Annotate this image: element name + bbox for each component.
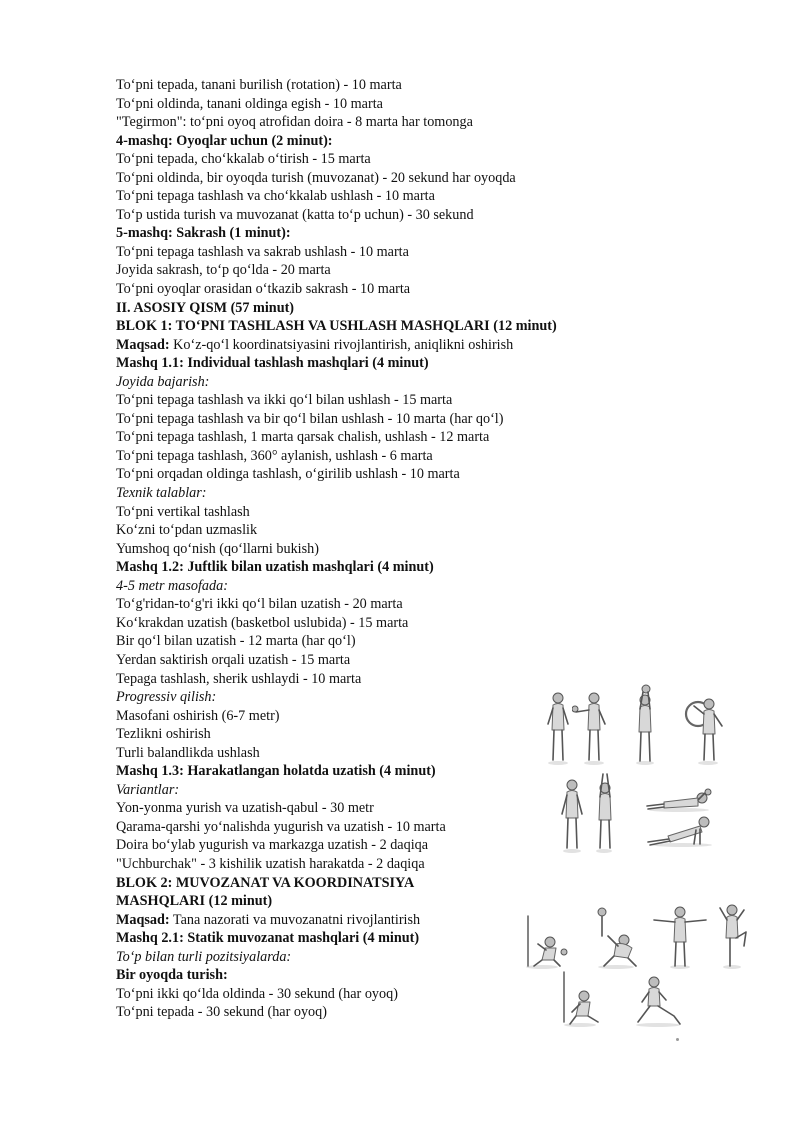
subheading-line: Variantlar:: [116, 781, 180, 798]
text-line: Tepaga tashlash, sherik ushlaydi - 10 marta: [116, 670, 362, 687]
heading-line: II. ASOSIY QISM (57 minut): [116, 299, 295, 316]
heading-line: 4-mashq: Oyoqlar uchun (2 minut):: [116, 132, 333, 149]
balance-figure-lunge-reach: [590, 906, 644, 970]
subheading-line: 4-5 metr masofada:: [116, 577, 228, 594]
goal-line: [116, 336, 636, 355]
heading-line: Mashq 2.1: Statik muvozanat mashqlari (4 minut): [116, 930, 420, 947]
text-line: Masofani oshirish (6-7 metr): [116, 707, 280, 724]
goal-label: Maqsad:: [116, 911, 170, 928]
text-line: To‘g'ridan-to‘g'ri ikki qo‘l bilan uzatish - 20 marta: [116, 596, 403, 613]
text-line: "Uchburchak" - 3 kishilik uzatish harakatda - 2 daqiqa: [116, 855, 425, 872]
text-line: To‘pni tepada, tanani burilish (rotation) - 10 marta: [116, 77, 402, 93]
text-line: Ko‘zni to‘pdan uzmaslik: [116, 522, 258, 539]
document-body: [116, 76, 636, 1022]
page-mark: [676, 1038, 679, 1041]
text-line: Tezlikni oshirish: [116, 726, 211, 743]
balance-figure-squat-ball: [520, 912, 570, 970]
text-line: To‘pni tepaga tashlash va sakrab ushlash - 10 marta: [116, 243, 409, 260]
text-line: To‘p ustida turish va muvozanat (katta to‘p uchun) - 30 sekund: [116, 206, 474, 223]
text-line: To‘pni oldinda, tanani oldinga egish - 10 marta: [116, 95, 383, 112]
goal-text: Tana nazorati va muvozanatni rivojlantirish: [169, 911, 421, 928]
goal-label: Maqsad:: [116, 336, 170, 353]
text-line: To‘pni oldinda, bir oyoqda turish (muvozanat) - 20 sekund har oyoqda: [116, 169, 516, 186]
text-line: Joyida sakrash, to‘p qo‘lda - 20 marta: [116, 262, 331, 279]
balance-figure-kneeling-lunge: [628, 972, 688, 1028]
exercise-figure-standing-ball-side: [556, 778, 590, 854]
text-line: To‘pni tepada - 30 sekund (har oyoq): [116, 1004, 327, 1021]
exercise-figure-hoop: [684, 696, 728, 766]
text-line: To‘pni orqadan oldinga tashlash, o‘girilib ushlash - 10 marta: [116, 466, 460, 483]
text-line: Yumshoq qo‘nish (qo‘llarni bukish): [116, 540, 319, 557]
exercise-figure-pushup: [644, 814, 716, 848]
subheading-line: Progressiv qilish:: [116, 689, 217, 706]
text-line: To‘pni vertikal tashlash: [116, 503, 250, 520]
text-line: To‘pni oyoqlar orasidan o‘tkazib sakrash - 10 marta: [116, 281, 411, 298]
heading-line: 5-mashq: Sakrash (1 minut):: [116, 225, 291, 242]
text-line: To‘pni tepaga tashlash va bir qo‘l bilan ushlash - 10 marta (har qo‘l): [116, 410, 504, 427]
text-line: To‘pni tepaga tashlash va cho‘kkalab ushlash - 10 marta: [116, 188, 435, 205]
heading-line: Bir oyoqda turish:: [116, 967, 228, 984]
exercise-figure-arms-up: [628, 684, 662, 766]
text-line: Bir qo‘l bilan uzatish - 12 marta (har qo‘l): [116, 633, 356, 650]
text-line: To‘pni tepaga tashlash, 360° aylanish, ushlash - 6 marta: [116, 447, 433, 464]
heading-line: BLOK 1: TO‘PNI TASHLASH VA USHLASH MASHQLARI (12 minut): [116, 318, 557, 335]
text-line: Qarama-qarshi yo‘nalishda yugurish va uzatish - 10 marta: [116, 818, 446, 835]
text-line: To‘pni tepaga tashlash, 1 marta qarsak chalish, ushlash - 12 marta: [116, 429, 490, 446]
text-line: Yon-yonma yurish va uzatish-qabul - 30 metr: [116, 800, 374, 817]
subheading-line: Texnik talablar:: [116, 485, 207, 502]
balance-figure-seated-pole: [554, 970, 604, 1028]
text-line: To‘pni tepada, cho‘kkalab o‘tirish - 15 marta: [116, 151, 371, 168]
text-line: To‘pni tepaga tashlash va ikki qo‘l bilan ushlash - 15 marta: [116, 392, 453, 409]
text-line: Turli balandlikda ushlash: [116, 744, 260, 761]
text-line: Ko‘krakdan uzatish (basketbol uslubida) - 15 marta: [116, 614, 409, 631]
exercise-figure-lying-prone: [644, 786, 714, 814]
heading-line: MASHQLARI (12 minut): [116, 893, 273, 910]
heading-line: BLOK 2: MUVOZANAT VA KOORDINATSIYA: [116, 874, 415, 891]
exercise-figure-pair-pass: [572, 690, 612, 766]
text-line: Doira bo‘ylab yugurish va markazga uzatish - 2 daqiqa: [116, 837, 429, 854]
heading-line: Mashq 1.2: Juftlik bilan uzatish mashqlari (4 minut): [116, 559, 434, 576]
heading-line: Mashq 1.1: Individual tashlash mashqlari (4 minut): [116, 355, 429, 372]
text-line: "Tegirmon": to‘pni oyoq atrofidan doira - 8 marta har tomonga: [116, 114, 473, 131]
text-line: Yerdan saktirish orqali uzatish - 15 marta: [116, 651, 351, 668]
heading-line: Mashq 1.3: Harakatlangan holatda uzatish (4 minut): [116, 763, 436, 780]
text-line: To‘pni ikki qo‘lda oldinda - 30 sekund (har oyoq): [116, 985, 398, 1002]
balance-figure-one-leg: [712, 902, 752, 970]
balance-figure-t-pose: [652, 904, 708, 970]
subheading-line: To‘p bilan turli pozitsiyalarda:: [116, 948, 292, 965]
subheading-line: Joyida bajarish:: [116, 373, 210, 390]
exercise-figure-reach-up: [590, 770, 620, 854]
goal-text: Ko‘z-qo‘l koordinatsiyasini rivojlantirish, aniqlikni oshirish: [169, 336, 514, 353]
